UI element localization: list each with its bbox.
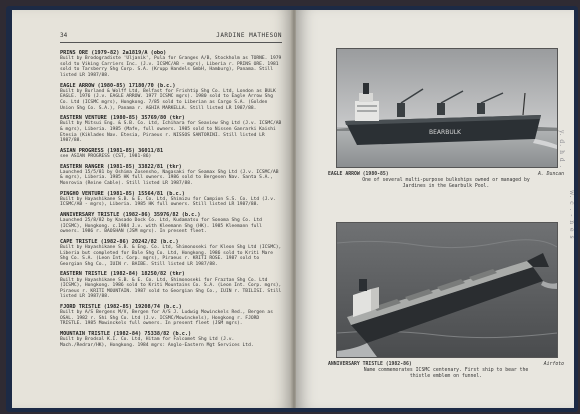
entry-heading: EASTERN VENTURE (1980-85) 35769/80 (tkr) xyxy=(60,115,185,122)
entry-body: Built by Hayashikane S.B. & Eng. Co. Ltd, Shimonoseki for Kleon Shg Ltd (ICSMC), Liberia but completed for Bale Shg Co. Ltd, Hongkong. 1986 sold to Kriti Mare Shg Co. S.A. (Leon Int. Corp. mgrs), Piraeus r. KRITI ROSE. 1987 sold to Georgian Shg Co., IUIN r. BAIBE. Still listed LR 1987/88. xyxy=(60,245,282,267)
entry-heading: ASIAN PROGRESS (1981-85) 36011/81 xyxy=(60,147,164,154)
entry-body: Built by Brodsal K.I. Co. Ltd, Hitam for Falcomet Shg Ltd (J.v. Mach./Redrar/HK), Hongkong. 1984 mgrs: Anglo-Eastern Mgt Services Ltd. xyxy=(60,337,254,348)
photo-credit: Airfoto xyxy=(543,362,564,367)
entry-heading: PRINS ORE (1979-82) 2a1819/A (obo) xyxy=(60,50,167,56)
open-book xyxy=(12,10,574,408)
entry-heading: ANNIVERSARY TRISTLE (1982-86) 35976/82 (b.c.) xyxy=(60,211,201,218)
left-page xyxy=(12,10,292,408)
page-number: 34 xyxy=(60,32,68,39)
fleet-entry xyxy=(60,239,284,268)
fleet-entry xyxy=(60,331,284,348)
entry-body: Built by Hayashikane S.B. & E. Co. Ltd, Shimizu for Campion S.S. Co. Ltd (J.v. ICSMC/AB - mgrs), Liberia. 1985 HK full owners. Still listed LR 1987/88. xyxy=(60,196,276,208)
photo-eagle-arrow xyxy=(336,48,558,168)
caption-line: Jardines in the Gearbulk Pool. xyxy=(402,183,490,189)
entry-body: Built by Burland & Wolff Ltd, Belfast for Frishtip Shg Co. Ltd, London as BULK EAGLE. 1976 (J.v. EAGLE ARROW. 1977 ICSMC mgrs). 1980 sold to Eagle Arrow Shg Co. Ltd (ICSMC mgrs), Hongkong. 7/85 sold to Liberian as Cargo S.A. (Golden Union Shg Co. S.A.), Panama r. AGHIA MARKELLA. Still listed LR 1987/88. xyxy=(60,88,276,111)
entry-heading: CAPE TRISTLE (1982-86) 20242/82 (b.c.) xyxy=(60,238,179,245)
fleet-entry xyxy=(60,164,284,187)
entry-body: Built by Brodogradiste 'Uljanik', Pula for Granges A/B, Stockholm as TORNE. 1979 sold to Viking Carriers Inc. (J.v. ICSMC/AB - mgrs), Liberia r. PRINS ORE. 1981 sold to Tarsberry Shg Corp. S.A. (Krupp Handels GmbH, Hamburg), Panama. Still listed LR 1987/88. xyxy=(60,56,282,78)
entry-heading: EASTERN TRISTLE (1982-84) 18250/82 (tkr) xyxy=(60,271,185,278)
entry-heading: EASTERN RANGER (1981-85) 33822/81 (tkr) xyxy=(60,163,182,170)
fleet-entry xyxy=(60,304,284,327)
fleet-entry xyxy=(60,115,284,144)
pencil-margin-note: y. d. h d . xyxy=(558,130,565,169)
entry-heading: MOUNTAIN TRISTLE (1982-84) 75338/82 (b.c.) xyxy=(60,331,192,338)
photo-credit: A. Duncan xyxy=(538,172,564,177)
ship-name: ANNIVERSARY TRISTLE (1982-86) xyxy=(328,362,412,367)
entry-body: Built by A/S Bergens M/V, Bergen for A/S J. Ludwig Mowinckels Red., Bergen as OSAL. 1982 r. Shi Shg Co. Ltd (J.v. ICSMC/Mowinckels), Hongkong r. FJORD TRISTLE. 1985 Mowinckels full owners. In present fleet (JSM mgrs). xyxy=(60,310,273,327)
entry-body: Launched 15/5/81 by Oshima Zosensho, Nagasaki for Seamax Shg Ltd (J.v. ICSMC/AB & mgrs), Liberia. 1985 HK full owners. 1986 sold to Bergesen Nav. Santa S.A., Monrovia (Reine Cable). Still listed LR 1987/88. xyxy=(60,169,279,186)
fleet-entry xyxy=(60,83,284,112)
fleet-entry xyxy=(60,271,284,300)
caption-anniversary-tristle xyxy=(328,362,564,379)
page-header xyxy=(60,32,282,43)
photo-anniversary-tristle xyxy=(336,222,558,358)
entry-heading: FJORD TRISTLE (1982-85) 19208/74 (b.c.) xyxy=(60,304,182,311)
fleet-entries xyxy=(60,50,284,352)
fleet-entry xyxy=(60,148,284,160)
entry-body: Built by Mitsui Eng. & S.B. Co. Ltd, Ichihara for Seaview Shg Ltd (J.v. ICSMC/AB & mgrs), Liberia. 1985 (Mafe, full owners. 1985 sold to Nissen Ganrarki Kaishi Etesia (Kiklades Nav. Etesia, Piraeus r. NISSOS SANTORINI. Still listed LR 1987/88. xyxy=(60,121,282,144)
hull-lettering: BEARBULK xyxy=(429,129,461,136)
entry-body: Launched 25/8/82 by Kasado Dock Co. Ltd, Kudamatsu for Sonoma Shg Co. Ltd (ICSMC), Hongkong. c.1984 J.v. with Kleemann Shg (HK). 1985 Kleemann full owners. 1986 r. BAOSHAN (JSM mgrs). In present fleet. xyxy=(60,218,262,235)
fleet-entry xyxy=(60,50,284,79)
entry-body: see ASIAN PROGRESS (CST, 1981-86) xyxy=(60,153,152,159)
entry-body: Built by Hayashikane S.B. & E. Co. Ltd, Shimonoseki for Fraztan Shg Co. Ltd (ICSMC), Hongkong. 1986 sold to Kriti Mountains Co. S.A. (Leon Int. Corp. mgrs), Piraeus r. KRITI MOUNTAIN. 1987 sold to Georgian Shg Co., IUIN r. TBILISI. Still listed LR 1987/88. xyxy=(60,277,282,300)
entry-heading: PINGHO VENTURE (1981-85) 15564/81 (b.c.) xyxy=(60,190,185,197)
running-head: JARDINE MATHESON xyxy=(216,32,282,39)
fleet-entry xyxy=(60,191,284,208)
fleet-entry xyxy=(60,212,284,235)
pencil-margin-note: w. c . - n e s xyxy=(568,190,575,240)
caption-eagle-arrow xyxy=(328,172,564,189)
entry-heading: EAGLE ARROW (1980-85) 17180/70 (b.c.) xyxy=(60,82,176,89)
caption-line: Name commemorates ICSMC centenary. First ship to bear the xyxy=(363,367,529,373)
right-page xyxy=(296,10,574,408)
ship-name: EAGLE ARROW (1980-85) xyxy=(328,172,389,177)
caption-line: One of several multi-purpose bulkships owned or managed by xyxy=(362,177,530,183)
caption-line: thistle emblem on funnel. xyxy=(409,373,483,379)
